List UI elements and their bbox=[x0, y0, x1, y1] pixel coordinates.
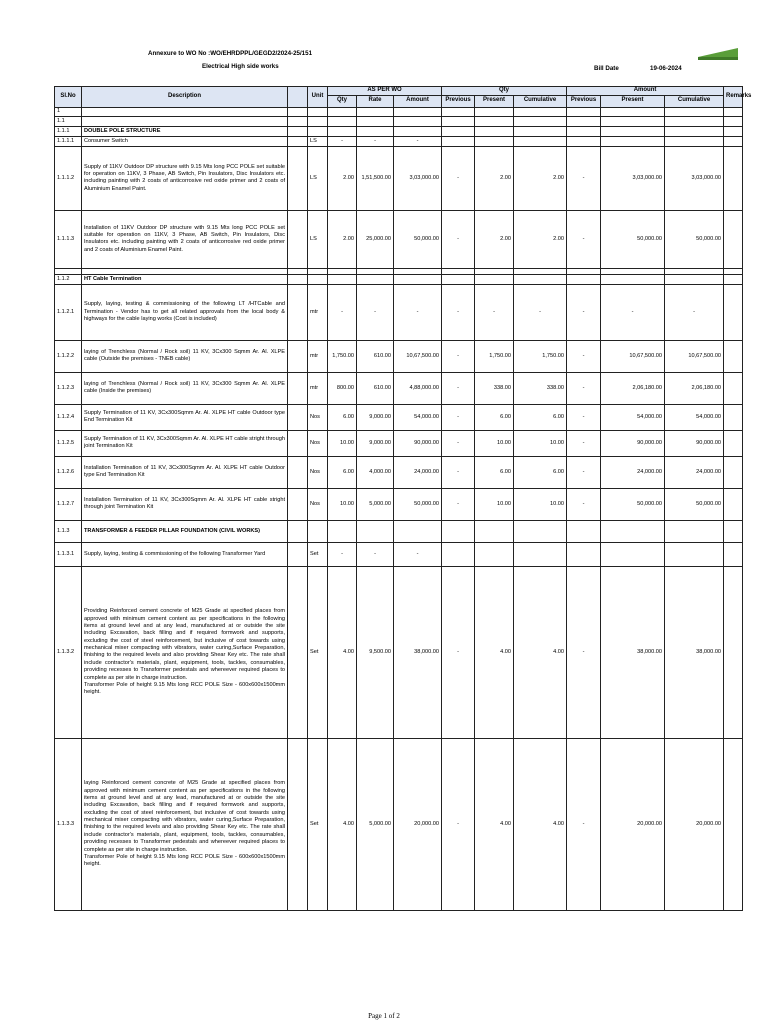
row-wo-rate bbox=[357, 116, 394, 126]
row-unit-spacer bbox=[288, 430, 308, 456]
row-amount-cumulative bbox=[665, 107, 724, 116]
row-wo-amount: 50,000.00 bbox=[394, 210, 442, 268]
row-qty-present bbox=[475, 542, 514, 566]
col-qty: Qty bbox=[328, 95, 357, 107]
row-wo-rate: 25,000.00 bbox=[357, 210, 394, 268]
row-wo-rate: 9,500.00 bbox=[357, 566, 394, 738]
row-unit: Nos bbox=[308, 456, 328, 488]
row-amount-present: 10,67,500.00 bbox=[601, 340, 665, 372]
row-slno: 1.1.2.7 bbox=[55, 488, 82, 520]
row-unit-spacer bbox=[288, 372, 308, 404]
row-amount-present: 90,000.00 bbox=[601, 430, 665, 456]
row-qty-previous: - bbox=[442, 340, 475, 372]
row-amount-previous: - bbox=[567, 738, 601, 910]
row-qty-present bbox=[475, 136, 514, 146]
row-qty-present: 10.00 bbox=[475, 488, 514, 520]
row-wo-qty bbox=[328, 520, 357, 542]
table-row bbox=[55, 404, 743, 430]
row-wo-rate: 1,51,500.00 bbox=[357, 146, 394, 210]
row-slno: 1.1 bbox=[55, 116, 82, 126]
col-amount: Amount bbox=[394, 95, 442, 107]
row-unit bbox=[308, 116, 328, 126]
row-description: Supply Termination of 11 KV, 3Cx300Sqmm Ar. Al. XLPE HT cable stright through joint Termination Kit bbox=[82, 430, 288, 456]
row-qty-cumulative: 2.00 bbox=[514, 146, 567, 210]
annexure-title: Annexure to WO No :WO/EHRDPPL/GEGD2/2024-25/151 bbox=[148, 50, 313, 57]
row-wo-amount: 90,000.00 bbox=[394, 430, 442, 456]
row-slno: 1.1.2 bbox=[55, 274, 82, 284]
row-amount-present: 54,000.00 bbox=[601, 404, 665, 430]
row-amount-cumulative: 10,67,500.00 bbox=[665, 340, 724, 372]
row-slno: 1 bbox=[55, 107, 82, 116]
bill-date-value: 19-06-2024 bbox=[650, 65, 682, 72]
table-row bbox=[55, 274, 743, 284]
row-qty-previous bbox=[442, 274, 475, 284]
row-unit bbox=[308, 107, 328, 116]
row-unit: LS bbox=[308, 210, 328, 268]
row-remarks bbox=[724, 456, 743, 488]
row-qty-present bbox=[475, 107, 514, 116]
row-description: laying Reinforced cement concrete of M25 Grade at specified places from approved with minimum cement content as per specifications in the following items at ground level and at any lead, manufactured at or outside the site including Excavation, back filling and if required formwork and supports, excluding the cost of steel reinforcement, but inclusive of cost towards using mechanical mixer compacting with vibrators, water curing,Surface Preparation, finishing to the required levels and also providing Shear Key etc. The rate shall include contractor's materials, plant, equipment, tools, tackles, consumables, providing recesses to Transformer pedestals and whereever required places to complete as per site in charge instruction. Transformer Pole of height 9.15 Mts long RCC POLE Size - 600x600x1500mm height. bbox=[82, 738, 288, 910]
table-row bbox=[55, 520, 743, 542]
row-qty-previous: - bbox=[442, 146, 475, 210]
row-wo-amount: 20,000.00 bbox=[394, 738, 442, 910]
row-wo-amount bbox=[394, 274, 442, 284]
row-wo-amount bbox=[394, 107, 442, 116]
row-qty-present bbox=[475, 520, 514, 542]
row-wo-qty: - bbox=[328, 136, 357, 146]
row-description: Installation Termination of 11 KV, 3Cx300Sqmm Ar. Al. XLPE HT cable Outdoor type End Termination Kit bbox=[82, 456, 288, 488]
row-amount-previous bbox=[567, 274, 601, 284]
row-description: laying of Trenchless (Normal / Rock soil) 11 KV, 3Cx300 Sqmm Ar. Al. XLPE cable (Inside the premises) bbox=[82, 372, 288, 404]
row-qty-previous: - bbox=[442, 404, 475, 430]
row-wo-qty: 4.00 bbox=[328, 738, 357, 910]
table-row bbox=[55, 136, 743, 146]
row-unit: Nos bbox=[308, 404, 328, 430]
col-unit: Unit bbox=[308, 87, 328, 108]
row-wo-amount: 4,88,000.00 bbox=[394, 372, 442, 404]
row-qty-present bbox=[475, 116, 514, 126]
row-amount-previous: - bbox=[567, 488, 601, 520]
table-row bbox=[55, 372, 743, 404]
row-amount-previous: - bbox=[567, 430, 601, 456]
row-amount-present: 24,000.00 bbox=[601, 456, 665, 488]
row-unit-spacer bbox=[288, 542, 308, 566]
table-row bbox=[55, 210, 743, 268]
row-wo-qty: 1,750.00 bbox=[328, 340, 357, 372]
row-wo-amount: 50,000.00 bbox=[394, 488, 442, 520]
row-remarks bbox=[724, 210, 743, 268]
row-wo-amount: - bbox=[394, 136, 442, 146]
row-remarks bbox=[724, 488, 743, 520]
row-amount-previous: - bbox=[567, 284, 601, 340]
row-unit-spacer bbox=[288, 126, 308, 136]
row-qty-cumulative: - bbox=[514, 284, 567, 340]
row-amount-present bbox=[601, 136, 665, 146]
col-description: Description bbox=[82, 87, 288, 108]
row-remarks bbox=[724, 284, 743, 340]
row-unit-spacer bbox=[288, 340, 308, 372]
row-qty-cumulative: 1,750.00 bbox=[514, 340, 567, 372]
row-wo-amount: 24,000.00 bbox=[394, 456, 442, 488]
row-qty-cumulative: 10.00 bbox=[514, 488, 567, 520]
table-row bbox=[55, 116, 743, 126]
row-qty-previous: - bbox=[442, 456, 475, 488]
row-unit-spacer bbox=[288, 146, 308, 210]
row-wo-amount bbox=[394, 126, 442, 136]
row-remarks bbox=[724, 372, 743, 404]
row-amount-cumulative: - bbox=[665, 284, 724, 340]
table-row bbox=[55, 340, 743, 372]
col-amount-present: Present bbox=[601, 95, 665, 107]
row-remarks bbox=[724, 274, 743, 284]
row-amount-present: 3,03,000.00 bbox=[601, 146, 665, 210]
row-wo-rate: 610.00 bbox=[357, 340, 394, 372]
row-wo-rate: - bbox=[357, 284, 394, 340]
row-remarks bbox=[724, 116, 743, 126]
row-description: Installation Termination of 11 KV, 3Cx300Sqmm Ar. Al. XLPE HT cable stright through joint Termination Kit bbox=[82, 488, 288, 520]
row-amount-present: 38,000.00 bbox=[601, 566, 665, 738]
row-wo-qty: - bbox=[328, 542, 357, 566]
row-wo-qty bbox=[328, 126, 357, 136]
row-qty-cumulative: 6.00 bbox=[514, 404, 567, 430]
row-qty-present: 10.00 bbox=[475, 430, 514, 456]
table-row bbox=[55, 566, 743, 738]
row-amount-present: 20,000.00 bbox=[601, 738, 665, 910]
row-description bbox=[82, 107, 288, 116]
row-wo-rate: 9,000.00 bbox=[357, 404, 394, 430]
row-slno: 1.1.1.1 bbox=[55, 136, 82, 146]
table-row bbox=[55, 126, 743, 136]
row-qty-present: 4.00 bbox=[475, 566, 514, 738]
row-unit: mtr bbox=[308, 372, 328, 404]
col-qty-group: Qty bbox=[442, 87, 567, 96]
row-qty-previous: - bbox=[442, 566, 475, 738]
row-slno: 1.1.3.3 bbox=[55, 738, 82, 910]
row-unit: Nos bbox=[308, 430, 328, 456]
col-qty-previous: Previous bbox=[442, 95, 475, 107]
row-unit-spacer bbox=[288, 107, 308, 116]
row-amount-cumulative bbox=[665, 116, 724, 126]
row-qty-cumulative: 6.00 bbox=[514, 456, 567, 488]
row-amount-previous bbox=[567, 126, 601, 136]
row-description: Installation of 11KV Outdoor DP structure with 9.15 Mts long PCC POLE set suitable for operation on 11KV, 3 Phase, AB Switch, Pin Insulators, Disc Insulators etc. including painting with 2 coats of anticorrosive red oxide primer and 2 coats of Aluminium Enamel Paint. bbox=[82, 210, 288, 268]
row-qty-present: 2.00 bbox=[475, 210, 514, 268]
row-slno: 1.1.3.2 bbox=[55, 566, 82, 738]
row-wo-amount: 38,000.00 bbox=[394, 566, 442, 738]
company-logo-icon bbox=[694, 46, 738, 60]
row-wo-rate: 610.00 bbox=[357, 372, 394, 404]
table-row bbox=[55, 146, 743, 210]
row-qty-present bbox=[475, 126, 514, 136]
row-wo-amount: 10,67,500.00 bbox=[394, 340, 442, 372]
row-unit: Set bbox=[308, 738, 328, 910]
row-unit-spacer bbox=[288, 566, 308, 738]
row-description: Supply, laying, testing & commissioning of the following LT /HTCable and Termination - Vendor has to get all related approvals from the local body & highways for the cable laying works (Cost is included) bbox=[82, 284, 288, 340]
row-wo-rate: 5,000.00 bbox=[357, 488, 394, 520]
row-amount-previous: - bbox=[567, 210, 601, 268]
table-row bbox=[55, 107, 743, 116]
row-qty-cumulative: 2.00 bbox=[514, 210, 567, 268]
row-amount-previous: - bbox=[567, 456, 601, 488]
row-unit: LS bbox=[308, 136, 328, 146]
row-amount-present: - bbox=[601, 284, 665, 340]
row-amount-previous: - bbox=[567, 340, 601, 372]
col-rate: Rate bbox=[357, 95, 394, 107]
page-footer: Page 1 of 2 bbox=[368, 1012, 400, 1020]
row-wo-rate bbox=[357, 520, 394, 542]
row-unit-spacer bbox=[288, 520, 308, 542]
row-qty-previous bbox=[442, 126, 475, 136]
row-wo-rate bbox=[357, 126, 394, 136]
row-slno: 1.1.1.3 bbox=[55, 210, 82, 268]
row-qty-previous bbox=[442, 520, 475, 542]
row-amount-previous bbox=[567, 520, 601, 542]
row-amount-cumulative: 3,03,000.00 bbox=[665, 146, 724, 210]
row-amount-cumulative bbox=[665, 520, 724, 542]
row-wo-qty: - bbox=[328, 284, 357, 340]
row-remarks bbox=[724, 107, 743, 116]
row-qty-present: - bbox=[475, 284, 514, 340]
row-description: HT Cable Termination bbox=[82, 274, 288, 284]
row-unit-spacer bbox=[288, 136, 308, 146]
col-amount-cumulative: Cumulative bbox=[665, 95, 724, 107]
row-unit: mtr bbox=[308, 340, 328, 372]
row-qty-previous bbox=[442, 107, 475, 116]
row-qty-present: 338.00 bbox=[475, 372, 514, 404]
row-wo-qty bbox=[328, 116, 357, 126]
row-amount-previous: - bbox=[567, 566, 601, 738]
row-slno: 1.1.2.1 bbox=[55, 284, 82, 340]
row-wo-amount: - bbox=[394, 284, 442, 340]
row-qty-cumulative bbox=[514, 126, 567, 136]
row-unit bbox=[308, 274, 328, 284]
row-unit-spacer bbox=[288, 116, 308, 126]
row-unit: Set bbox=[308, 542, 328, 566]
row-slno: 1.1.3 bbox=[55, 520, 82, 542]
row-wo-amount: 3,03,000.00 bbox=[394, 146, 442, 210]
row-wo-qty: 800.00 bbox=[328, 372, 357, 404]
row-remarks bbox=[724, 738, 743, 910]
row-remarks bbox=[724, 430, 743, 456]
row-qty-previous bbox=[442, 116, 475, 126]
row-amount-cumulative: 54,000.00 bbox=[665, 404, 724, 430]
table-row bbox=[55, 430, 743, 456]
row-qty-cumulative: 4.00 bbox=[514, 738, 567, 910]
row-amount-cumulative bbox=[665, 136, 724, 146]
row-qty-previous: - bbox=[442, 430, 475, 456]
row-amount-cumulative bbox=[665, 126, 724, 136]
row-description: Consumer Switch bbox=[82, 136, 288, 146]
row-unit-spacer bbox=[288, 210, 308, 268]
row-amount-cumulative: 50,000.00 bbox=[665, 210, 724, 268]
row-qty-previous bbox=[442, 136, 475, 146]
row-slno: 1.1.2.4 bbox=[55, 404, 82, 430]
row-amount-cumulative: 50,000.00 bbox=[665, 488, 724, 520]
row-description: Supply, laying, testing & commissioning of the following Transformer Yard bbox=[82, 542, 288, 566]
row-qty-present: 4.00 bbox=[475, 738, 514, 910]
row-qty-previous: - bbox=[442, 372, 475, 404]
row-qty-cumulative: 338.00 bbox=[514, 372, 567, 404]
row-wo-rate bbox=[357, 107, 394, 116]
row-remarks bbox=[724, 566, 743, 738]
row-description: laying of Trenchless (Normal / Rock soil) 11 KV, 3Cx300 Sqmm Ar. Al. XLPE cable (Outside the premises - TNEB cable) bbox=[82, 340, 288, 372]
row-qty-cumulative: 10.00 bbox=[514, 430, 567, 456]
row-remarks bbox=[724, 126, 743, 136]
row-amount-previous bbox=[567, 542, 601, 566]
row-unit-spacer bbox=[288, 488, 308, 520]
row-unit: mtr bbox=[308, 284, 328, 340]
row-amount-present: 50,000.00 bbox=[601, 210, 665, 268]
row-wo-qty bbox=[328, 107, 357, 116]
row-amount-cumulative: 20,000.00 bbox=[665, 738, 724, 910]
row-description: DOUBLE POLE STRUCTURE bbox=[82, 126, 288, 136]
col-remarks: Remarks bbox=[724, 87, 743, 108]
row-description: TRANSFORMER & FEEDER PILLAR FOUNDATION (CIVIL WORKS) bbox=[82, 520, 288, 542]
row-unit: Nos bbox=[308, 488, 328, 520]
col-amount-previous: Previous bbox=[567, 95, 601, 107]
row-qty-previous: - bbox=[442, 210, 475, 268]
row-amount-present bbox=[601, 520, 665, 542]
col-unit-blank bbox=[288, 87, 308, 108]
row-remarks bbox=[724, 136, 743, 146]
row-wo-qty: 4.00 bbox=[328, 566, 357, 738]
row-qty-cumulative: 4.00 bbox=[514, 566, 567, 738]
row-qty-cumulative bbox=[514, 136, 567, 146]
row-amount-cumulative: 38,000.00 bbox=[665, 566, 724, 738]
row-amount-cumulative bbox=[665, 274, 724, 284]
row-qty-cumulative bbox=[514, 107, 567, 116]
row-qty-previous bbox=[442, 542, 475, 566]
table-row bbox=[55, 488, 743, 520]
table-row bbox=[55, 738, 743, 910]
row-wo-amount bbox=[394, 520, 442, 542]
row-slno: 1.1.3.1 bbox=[55, 542, 82, 566]
row-unit: LS bbox=[308, 146, 328, 210]
row-slno: 1.1.2.3 bbox=[55, 372, 82, 404]
row-remarks bbox=[724, 146, 743, 210]
row-qty-previous: - bbox=[442, 488, 475, 520]
row-wo-rate: - bbox=[357, 542, 394, 566]
row-amount-present bbox=[601, 542, 665, 566]
row-remarks bbox=[724, 404, 743, 430]
row-amount-previous: - bbox=[567, 404, 601, 430]
row-slno: 1.1.1.2 bbox=[55, 146, 82, 210]
row-wo-rate bbox=[357, 274, 394, 284]
row-slno: 1.1.2.5 bbox=[55, 430, 82, 456]
row-unit bbox=[308, 520, 328, 542]
row-wo-rate: 4,000.00 bbox=[357, 456, 394, 488]
bill-date-label: Bill Date bbox=[594, 65, 619, 72]
row-unit-spacer bbox=[288, 456, 308, 488]
bill-body bbox=[55, 107, 743, 910]
row-qty-present: 2.00 bbox=[475, 146, 514, 210]
row-unit-spacer bbox=[288, 274, 308, 284]
row-unit: Set bbox=[308, 566, 328, 738]
row-wo-qty: 6.00 bbox=[328, 456, 357, 488]
row-amount-present: 2,06,180.00 bbox=[601, 372, 665, 404]
row-wo-qty: 2.00 bbox=[328, 146, 357, 210]
row-remarks bbox=[724, 520, 743, 542]
row-wo-amount bbox=[394, 116, 442, 126]
row-wo-qty: 2.00 bbox=[328, 210, 357, 268]
row-qty-cumulative bbox=[514, 274, 567, 284]
row-unit-spacer bbox=[288, 738, 308, 910]
row-amount-previous bbox=[567, 136, 601, 146]
row-qty-present: 6.00 bbox=[475, 456, 514, 488]
row-amount-previous: - bbox=[567, 372, 601, 404]
col-slno: Sl.No bbox=[55, 87, 82, 108]
row-slno: 1.1.2.6 bbox=[55, 456, 82, 488]
col-qty-cumulative: Cumulative bbox=[514, 95, 567, 107]
row-wo-rate: - bbox=[357, 136, 394, 146]
row-qty-previous: - bbox=[442, 284, 475, 340]
row-remarks bbox=[724, 340, 743, 372]
bill-table bbox=[54, 86, 752, 911]
row-amount-present bbox=[601, 274, 665, 284]
row-amount-present: 50,000.00 bbox=[601, 488, 665, 520]
row-amount-present bbox=[601, 116, 665, 126]
table-row bbox=[55, 542, 743, 566]
col-qty-present: Present bbox=[475, 95, 514, 107]
row-qty-previous: - bbox=[442, 738, 475, 910]
row-amount-previous bbox=[567, 107, 601, 116]
table-row bbox=[55, 456, 743, 488]
row-slno: 1.1.1 bbox=[55, 126, 82, 136]
row-description: Supply of 11KV Outdoor DP structure with 9.15 Mts long PCC POLE set suitable for operation on 11KV, 3 Phase, AB Switch, Pin Insulators, Disc Insulators etc. including painting with 2 coats of anticorrosive red oxide primer and 2 coats of Aluminium Enamel Paint. bbox=[82, 146, 288, 210]
row-unit bbox=[308, 126, 328, 136]
row-qty-present: 1,750.00 bbox=[475, 340, 514, 372]
row-wo-qty: 10.00 bbox=[328, 430, 357, 456]
row-qty-cumulative bbox=[514, 542, 567, 566]
document-subtitle: Electrical High side works bbox=[202, 63, 279, 70]
row-description bbox=[82, 116, 288, 126]
row-amount-previous: - bbox=[567, 146, 601, 210]
row-unit-spacer bbox=[288, 284, 308, 340]
row-amount-present bbox=[601, 126, 665, 136]
row-description: Providing Reinforced cement concrete of M25 Grade at specified places from approved with minimum cement content as per specifications in the following items at ground level and at any lead, manufactured at or outside the site including Excavation, back filling and if required formwork and supports, excluding the cost of steel reinforcement, but inclusive of cost towards using mechanical mixer compacting with vibrators, water curing,Surface Preparation, finishing to the required levels and also providing Shear Key etc. The rate shall include contractor's materials, plant, equipment, tools, tackles, consumables, providing recesses to Transformer pedestals and whereever required places to complete as per site in charge instruction. Transformer Pole of height 9.15 Mts long RCC POLE Size - 600x600x1500mm height. bbox=[82, 566, 288, 738]
row-wo-amount: - bbox=[394, 542, 442, 566]
table-row bbox=[55, 284, 743, 340]
row-slno: 1.1.2.2 bbox=[55, 340, 82, 372]
row-description: Supply Termination of 11 KV, 3Cx300Sqmm Ar. Al. XLPE HT cable Outdoor type End Termination Kit bbox=[82, 404, 288, 430]
col-amount-group: Amount bbox=[567, 87, 724, 96]
row-amount-cumulative: 24,000.00 bbox=[665, 456, 724, 488]
row-wo-rate: 5,000.00 bbox=[357, 738, 394, 910]
row-wo-qty: 6.00 bbox=[328, 404, 357, 430]
row-unit-spacer bbox=[288, 404, 308, 430]
row-qty-present bbox=[475, 274, 514, 284]
row-wo-rate: 9,000.00 bbox=[357, 430, 394, 456]
row-amount-cumulative: 2,06,180.00 bbox=[665, 372, 724, 404]
row-qty-cumulative bbox=[514, 520, 567, 542]
row-remarks bbox=[724, 542, 743, 566]
row-amount-present bbox=[601, 107, 665, 116]
row-wo-amount: 54,000.00 bbox=[394, 404, 442, 430]
row-amount-cumulative bbox=[665, 542, 724, 566]
row-qty-cumulative bbox=[514, 116, 567, 126]
row-amount-previous bbox=[567, 116, 601, 126]
row-wo-qty: 10.00 bbox=[328, 488, 357, 520]
row-qty-present: 6.00 bbox=[475, 404, 514, 430]
col-as-per-wo: AS PER WO bbox=[328, 87, 442, 96]
row-amount-cumulative: 90,000.00 bbox=[665, 430, 724, 456]
row-wo-qty bbox=[328, 274, 357, 284]
